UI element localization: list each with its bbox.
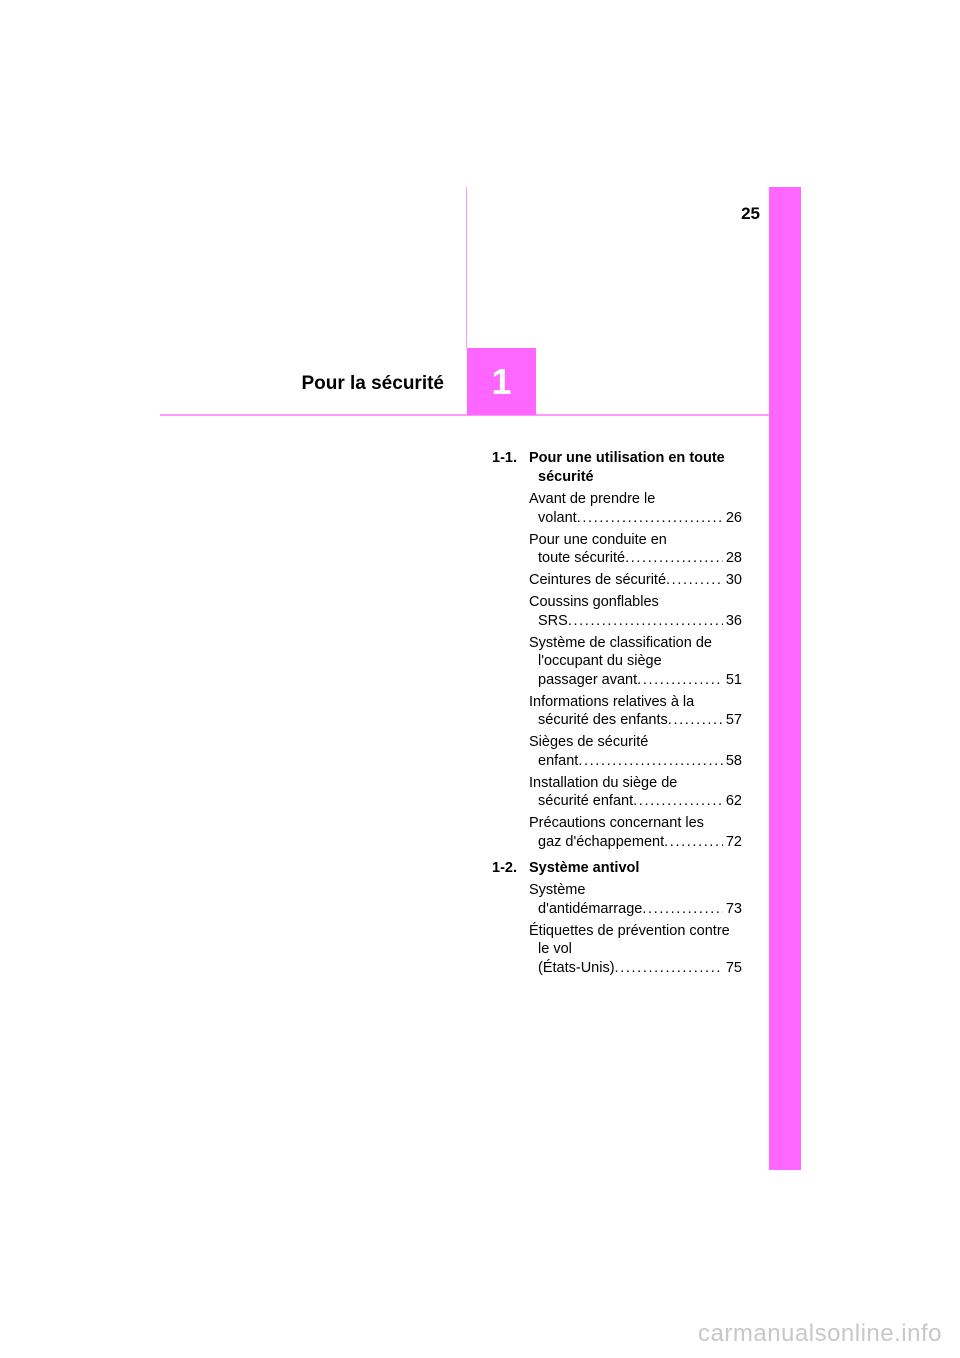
toc-entry[interactable] bbox=[529, 571, 742, 590]
toc-entry-last-line bbox=[538, 711, 742, 730]
dot-leader bbox=[666, 571, 723, 590]
toc-entry-last-line bbox=[538, 671, 742, 690]
toc-section-number: 1-2. bbox=[492, 859, 517, 876]
toc-entry[interactable] bbox=[529, 693, 742, 730]
toc-entry-title-end: volant bbox=[538, 509, 577, 526]
toc-entry[interactable] bbox=[529, 881, 742, 918]
toc-section-title: Système antivol bbox=[529, 859, 640, 876]
toc-entry[interactable] bbox=[529, 774, 742, 811]
dot-leader bbox=[668, 711, 723, 730]
toc-entry-last-line bbox=[538, 509, 742, 528]
chapter-number: 1 bbox=[491, 360, 512, 402]
toc-entry-last-line bbox=[529, 571, 742, 590]
toc-entry-title-end: d'antidémarrage bbox=[538, 900, 643, 917]
horizontal-rule bbox=[160, 414, 769, 416]
toc-entry[interactable] bbox=[529, 922, 742, 978]
dot-leader bbox=[615, 959, 723, 978]
toc-entry-title: Informations relatives à la bbox=[529, 693, 695, 710]
dot-leader bbox=[633, 792, 723, 811]
toc-section-heading[interactable] bbox=[492, 449, 742, 486]
toc-page-number: 62 bbox=[725, 793, 742, 809]
toc-entry[interactable] bbox=[529, 814, 742, 851]
toc-entry[interactable] bbox=[529, 531, 742, 568]
table-of-contents bbox=[492, 449, 742, 981]
toc-page-number: 36 bbox=[725, 612, 742, 629]
toc-page-number: 30 bbox=[725, 572, 742, 588]
toc-page-number: 28 bbox=[725, 550, 742, 566]
dot-leader bbox=[625, 549, 723, 568]
toc-entry-title-end: sécurité enfant bbox=[538, 793, 634, 809]
toc-page-number: 51 bbox=[725, 671, 742, 688]
toc-entry[interactable] bbox=[529, 733, 742, 770]
dot-leader bbox=[578, 752, 723, 771]
dot-leader bbox=[642, 900, 723, 919]
toc-entry-last-line bbox=[538, 549, 742, 568]
dot-leader bbox=[637, 671, 723, 690]
chapter-title: Pour la sécurité bbox=[301, 373, 444, 394]
toc-page-number: 58 bbox=[725, 752, 742, 769]
toc-entry-title: Système bbox=[529, 882, 586, 898]
toc-entry[interactable] bbox=[529, 634, 742, 690]
toc-entry-last-line bbox=[538, 900, 742, 919]
toc-entry-title: Installation du siège de bbox=[529, 774, 678, 791]
toc-entry-title-end: gaz d'échappement bbox=[538, 833, 665, 850]
toc-section-title: Pour une utilisation en toute sécurité bbox=[529, 450, 725, 485]
toc-section-heading[interactable] bbox=[492, 859, 742, 878]
chapter-side-tab bbox=[769, 187, 801, 1170]
toc-entry-title: Précautions concernant les bbox=[529, 815, 704, 831]
toc-page-number: 75 bbox=[725, 959, 742, 976]
dot-leader bbox=[568, 612, 723, 631]
toc-entry[interactable] bbox=[529, 490, 742, 527]
toc-entry-last-line bbox=[538, 752, 742, 771]
toc-entry-title-end: Ceintures de sécurité bbox=[529, 572, 667, 588]
toc-entry-last-line bbox=[538, 833, 742, 852]
toc-entry-title: Sièges de sécurité bbox=[529, 734, 649, 750]
dot-leader bbox=[577, 509, 723, 528]
toc-page-number: 73 bbox=[725, 900, 742, 917]
dot-leader bbox=[664, 833, 723, 852]
toc-page-number: 26 bbox=[725, 509, 742, 526]
toc-entry-title-end: toute sécurité bbox=[538, 550, 626, 566]
vertical-rule bbox=[466, 187, 467, 348]
toc-entry-last-line bbox=[538, 612, 742, 631]
toc-page-number: 57 bbox=[725, 712, 742, 728]
toc-page-number: 72 bbox=[725, 833, 742, 850]
toc-entry-title-end: (États-Unis) bbox=[538, 959, 615, 976]
toc-entry-title: Système de classification de l'occupant du siège bbox=[529, 634, 712, 669]
toc-entry-title-end: passager avant bbox=[538, 671, 638, 688]
toc-entry-last-line bbox=[538, 959, 742, 978]
toc-entry-title-end: SRS bbox=[538, 612, 568, 629]
watermark: carmanualsonline.info bbox=[698, 1320, 942, 1347]
toc-entry-last-line bbox=[538, 792, 742, 811]
toc-entry-title: Pour une conduite en bbox=[529, 531, 667, 548]
toc-entry-title: Étiquettes de prévention contre le vol bbox=[529, 922, 730, 957]
toc-entry[interactable] bbox=[529, 593, 742, 630]
toc-entry-title-end: sécurité des enfants bbox=[538, 712, 668, 728]
chapter-number-box bbox=[467, 348, 536, 415]
toc-entry-title-end: enfant bbox=[538, 752, 579, 769]
page-number: 25 bbox=[741, 204, 760, 223]
toc-entry-title: Avant de prendre le bbox=[529, 491, 656, 507]
toc-section-number: 1-1. bbox=[492, 450, 517, 466]
toc-entry-title: Coussins gonflables bbox=[529, 594, 659, 610]
